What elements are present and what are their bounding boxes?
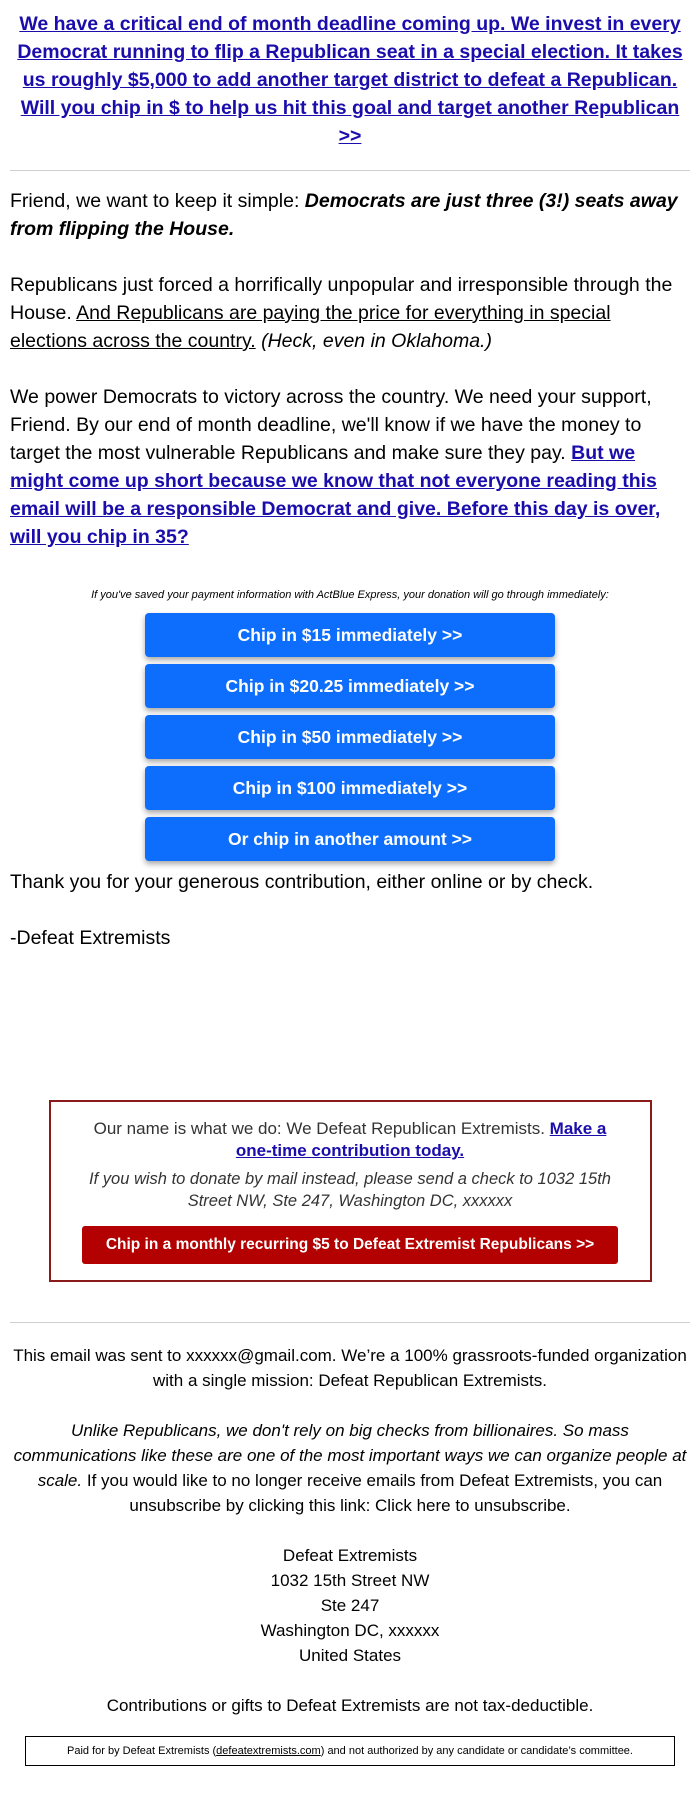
address-line: Ste 247 (320, 1596, 380, 1615)
paid-for-disclaimer (25, 1736, 675, 1766)
sent-to-text: This email was sent to xxxxxx@gmail.com. We’re a 100% grassroots-funded organization with a single mission: Defeat Republican Extremists. (13, 1346, 687, 1390)
paid-for-suffix: ) and not authorized by any candidate or candidate’s committee. (320, 1745, 633, 1757)
chip-50-button[interactable]: Chip in $50 immediately >> (145, 715, 555, 759)
mass-communications-text: Unlike Republicans, we don't rely on big checks from billionaires. So mass communications like these are one of the most important ways we can organize people at scale. (13, 1421, 687, 1490)
headline-link[interactable]: We have a critical end of month deadline coming up. We invest in every Democrat running to flip a Republican seat in a special election. It takes us roughly $5,000 to add another target district to defeat a Republican. Will you chip in $ to help us hit this goal and target another Republican >> (17, 13, 683, 147)
unsubscribe-text[interactable]: If you would like to no longer receive emails from Defeat Extremists, you can unsubscribe by clicking this link: Click here to unsubscribe. (82, 1471, 663, 1515)
donation-buttons (145, 613, 555, 861)
mail-donation-text: If you wish to donate by mail instead, please send a check to 1032 15th Street NW, Ste 247, Washington DC, xxxxxx (89, 1170, 611, 1210)
address-line: Defeat Extremists (282, 1546, 418, 1565)
website-link[interactable]: defeatextremists.com (216, 1745, 321, 1757)
paragraph-republicans (10, 271, 690, 355)
chip-other-amount-button[interactable]: Or chip in another amount >> (145, 817, 555, 861)
republicans-text: Republicans just forced a horrifically unpopular and irresponsible through the House. (10, 274, 673, 324)
footer (10, 1343, 690, 1718)
divider (10, 170, 690, 171)
paragraph-support (10, 383, 690, 551)
chip-in-link[interactable]: But we might come up short because we know that not everyone reading this email will be a responsible Democrat and give. Before this day is over, will you chip in 35? (10, 442, 661, 548)
address-line: Washington DC, xxxxxx (260, 1621, 440, 1640)
paragraph-intro (10, 187, 690, 243)
chip-100-button[interactable]: Chip in $100 immediately >> (145, 766, 555, 810)
support-text: We power Democrats to victory across the country. We need your support, Friend. By our end of month deadline, we'll know if we have the money to target the most vulnerable Republicans and make sure they pay. (10, 386, 652, 464)
intro-text: Friend, we want to keep it simple: (10, 190, 305, 212)
unsubscribe-paragraph (10, 1418, 690, 1518)
intro-emphasis: Democrats are just three (3!) seats away from flipping the House. (10, 190, 678, 240)
signature: -Defeat Extremists (10, 927, 171, 949)
republicans-underlined: And Republicans are paying the price for everything in special elections across the country. (10, 302, 611, 352)
redbox-intro (77, 1118, 624, 1162)
chip-20-25-button[interactable]: Chip in $20.25 immediately >> (145, 664, 555, 708)
paid-for-prefix: Paid for by Defeat Extremists ( (67, 1745, 217, 1757)
address-line: United States (298, 1646, 402, 1665)
thanks-text: Thank you for your generous contribution, either online or by check. (10, 871, 594, 893)
recurring-donation-box (49, 1100, 652, 1282)
chip-15-button[interactable]: Chip in $15 immediately >> (145, 613, 555, 657)
one-time-contribution-link[interactable]: Make a one-time contribution today. (235, 1119, 607, 1160)
monthly-recurring-button[interactable]: Chip in a monthly recurring $5 to Defeat Extremist Republicans >> (82, 1226, 618, 1264)
mailing-address (10, 1543, 690, 1668)
redbox-text: Our name is what we do: We Defeat Republican Extremists. (93, 1119, 550, 1138)
footer-divider (10, 1322, 690, 1323)
republicans-aside: (Heck, even in Oklahoma.) (255, 330, 492, 352)
actblue-note: If you've saved your payment information with ActBlue Express, your donation will go through immediately: (91, 589, 609, 601)
headline (10, 0, 690, 150)
tax-disclaimer: Contributions or gifts to Defeat Extremists are not tax-deductible. (106, 1696, 594, 1715)
address-line: 1032 15th Street NW (270, 1571, 430, 1590)
body-paragraphs (10, 187, 690, 551)
